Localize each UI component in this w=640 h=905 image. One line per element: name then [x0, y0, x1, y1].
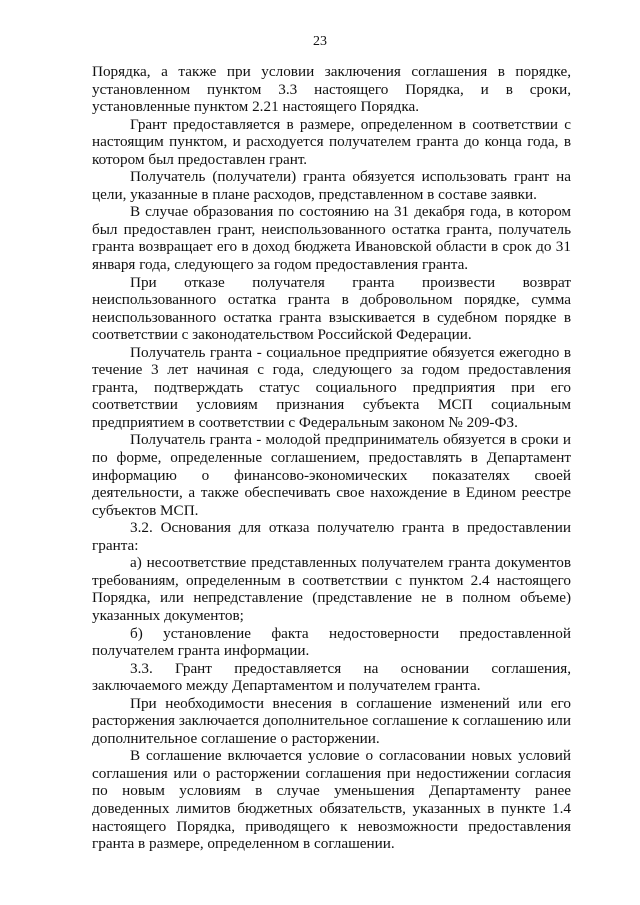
paragraph: При необходимости внесения в соглашение изменений или его расторжения заключается дополнительное соглашение к соглашению или дополнительное соглашение о расторжении. — [92, 694, 571, 747]
list-item-b: б) установление факта недостоверности предоставленной получателем гранта информации. — [92, 624, 571, 660]
paragraph: Получатель гранта - молодой предприниматель обязуется в сроки и по форме, определенные соглашением, предоставлять в Департамент информацию о финансово-экономических показателях своей деятельности, а также обеспечивать свое нахождение в Едином реестре субъектов МСП. — [92, 431, 571, 519]
paragraph: При отказе получателя гранта произвести возврат неиспользованного остатка гранта в добровольном порядке, сумма неиспользованного остатка гранта взыскивается в судебном порядке в соответствии с законодательством Российской Федерации. — [92, 273, 571, 344]
page-number: 23 — [313, 34, 327, 49]
paragraph: Получатель гранта - социальное предприятие обязуется ежегодно в течение 3 лет начиная с года, следующего за годом предоставления гранта, подтверждать статус социального предприятия при его соответствии условиям признания субъекта МСП социальным предприятием в соответствии с Федеральным законом № 209-ФЗ. — [92, 343, 571, 431]
paragraph: В случае образования по состоянию на 31 декабря года, в котором был предоставлен грант, неиспользованного остатка гранта, получатель гранта возвращает его в доход бюджета Ивановской области в срок до 31 января года, следующего за годом предоставления гранта. — [92, 203, 571, 274]
paragraph: Грант предоставляется в размере, определенном в соответствии с настоящим пунктом, и расходуется получателем гранта до конца года, в котором был предоставлен грант. — [92, 115, 571, 168]
paragraph: Порядка, а также при условии заключения соглашения в порядке, установленном пунктом 3.3 настоящего Порядка, и в сроки, установленные пунктом 2.21 настоящего Порядка. — [92, 63, 571, 116]
paragraph: Получатель (получатели) гранта обязуется использовать грант на цели, указанные в плане расходов, представленном в составе заявки. — [92, 168, 571, 203]
section-3-3-paragraph: 3.3. Грант предоставляется на основании соглашения, заключаемого между Департаментом и получателем гранта. — [92, 659, 571, 695]
section-3-2-heading: 3.2. Основания для отказа получателю гранта в предоставлении гранта: — [92, 519, 571, 554]
document-body — [92, 63, 571, 853]
list-item-a: а) несоответствие представленных получателем гранта документов требованиям, определенным в соответствии с пунктом 2.4 настоящего Порядка, или непредставление (представление не в полном объеме) указанных документов; — [92, 554, 571, 624]
paragraph: В соглашение включается условие о согласовании новых условий соглашения или о расторжении соглашения при недостижении согласия по новым условиям в случае уменьшения Департаменту ранее доведенных лимитов бюджетных обязательств, указанных в пункте 1.4 настоящего Порядка, приводящего к невозможности предоставления гранта в размере, определенном в соглашении. — [92, 747, 571, 853]
